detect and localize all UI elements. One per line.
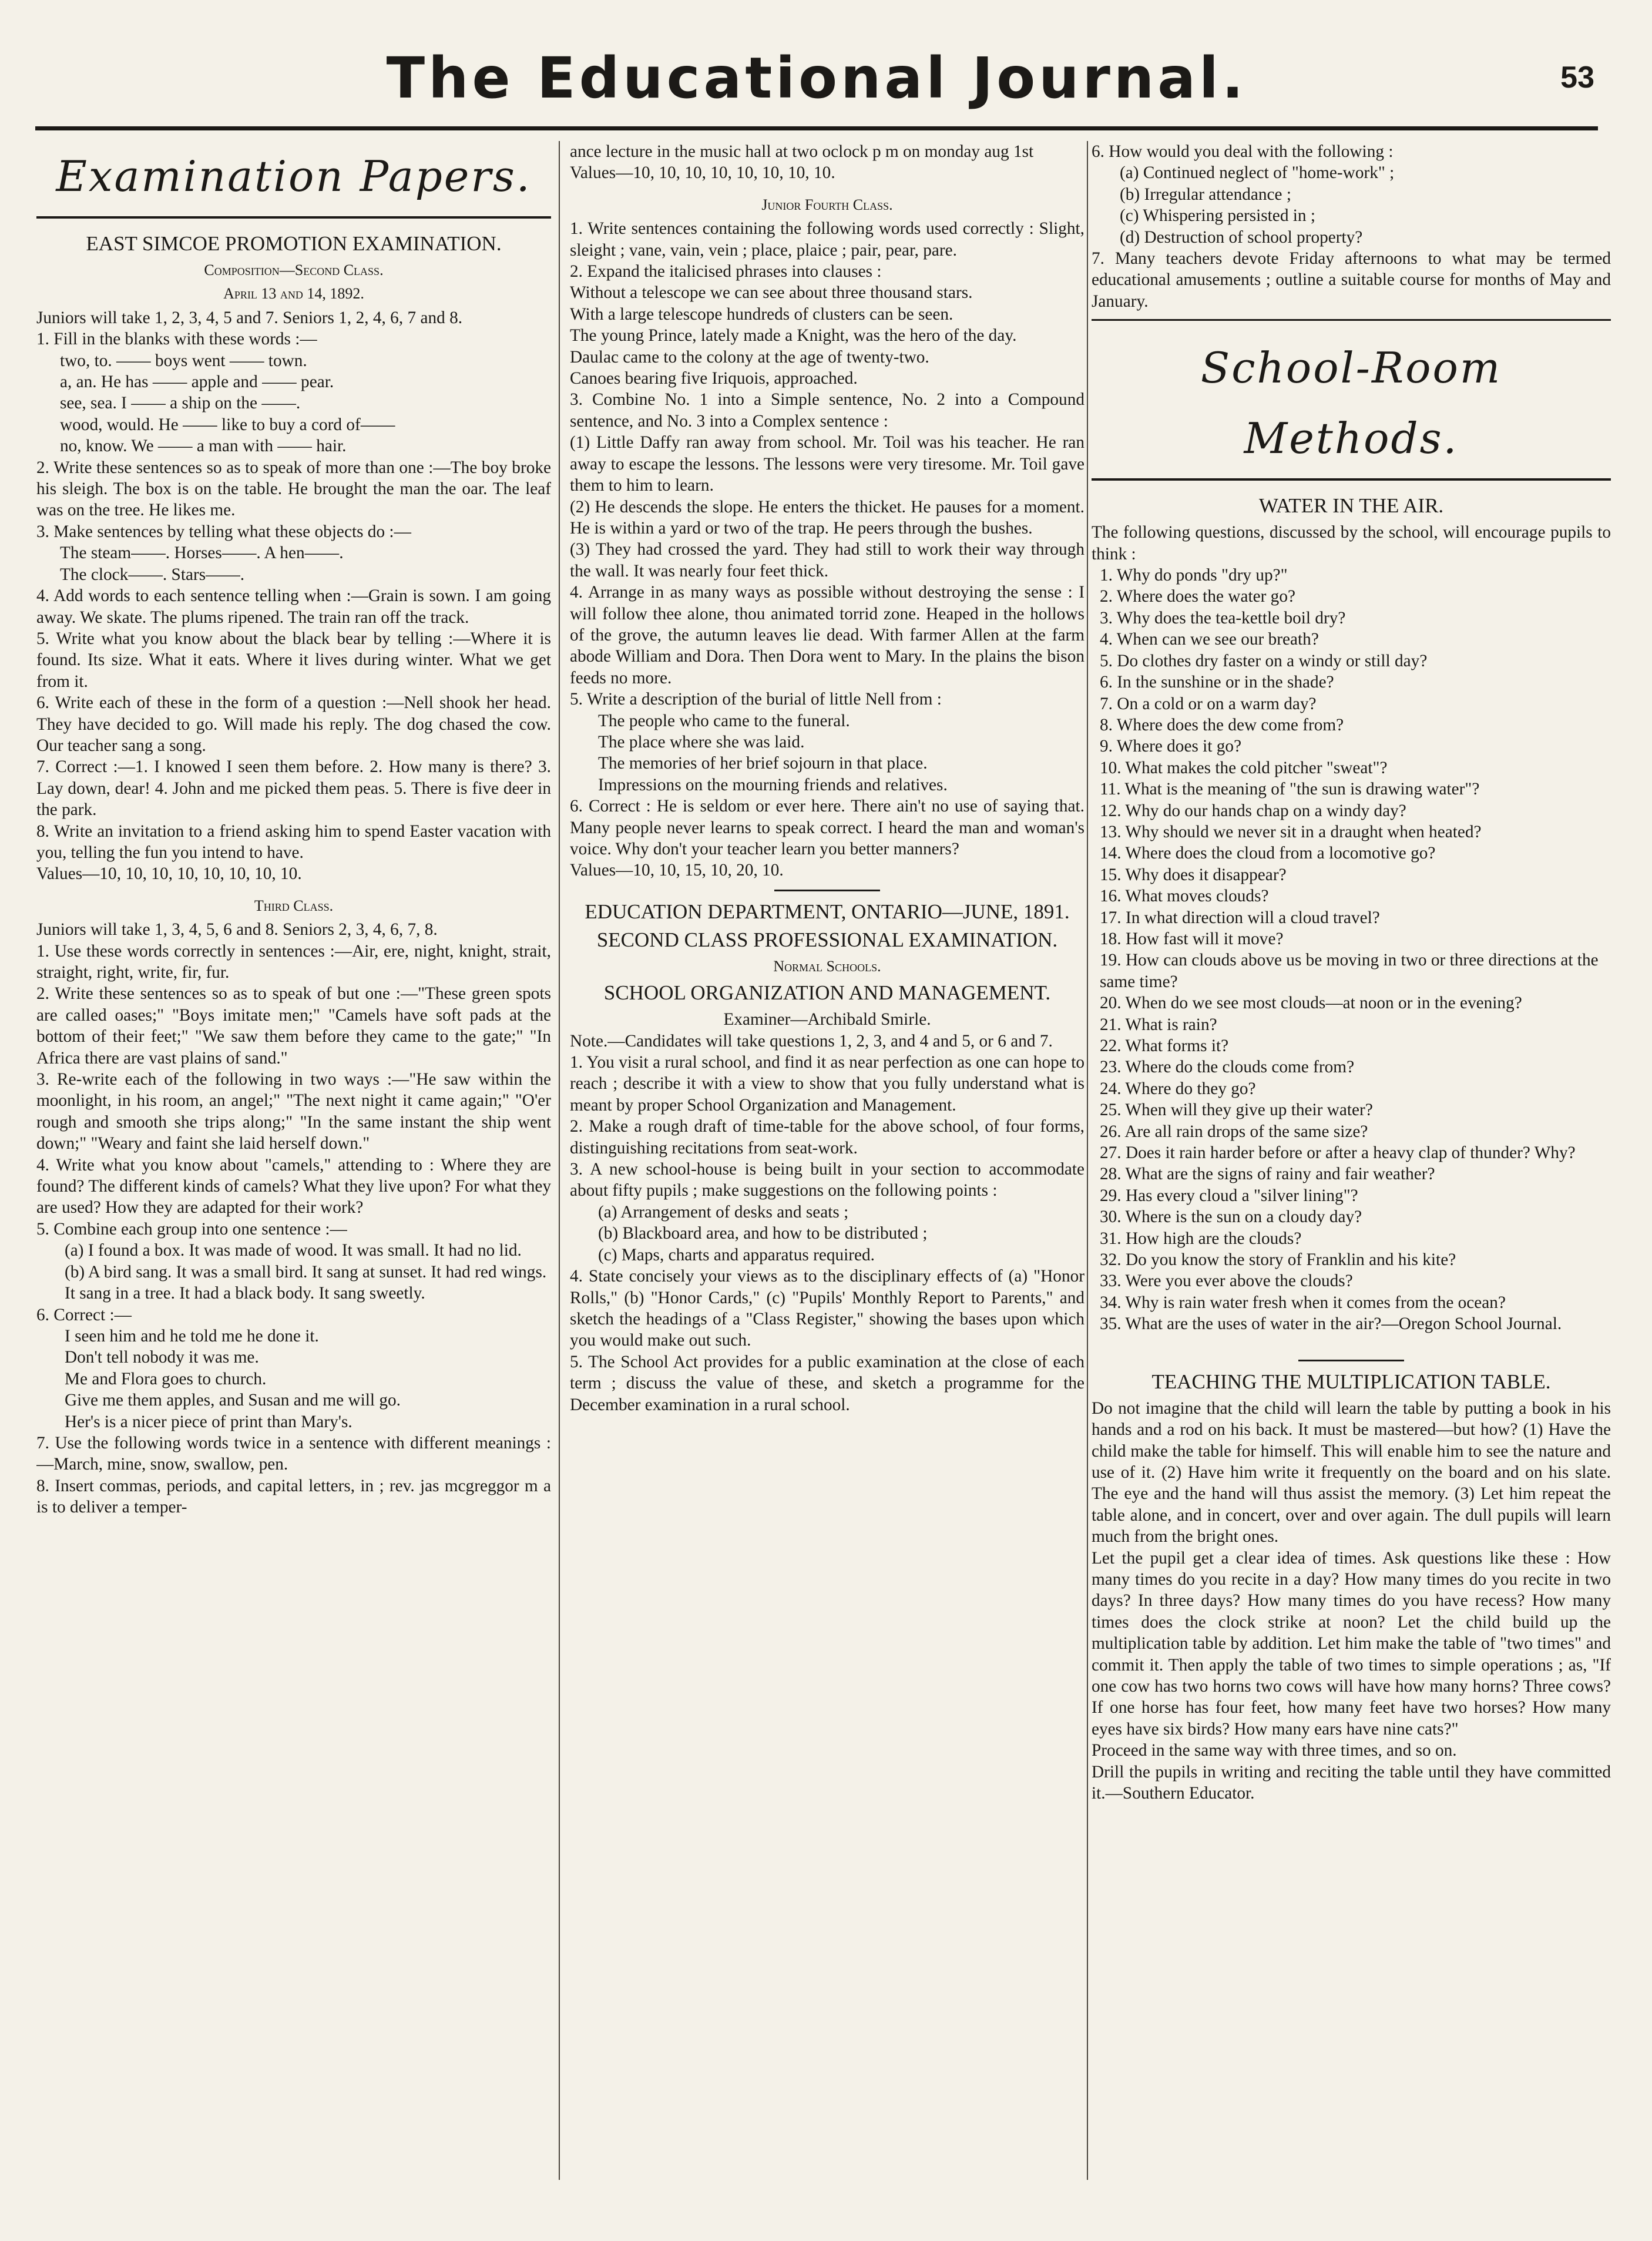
- paragraph: Proceed in the same way with three times, and so on.: [1092, 1741, 1457, 1760]
- question: 7. Many teachers devote Friday afternoons to what may be termed educational amusements ; outline a suitable course for months of May and January.: [1092, 249, 1611, 311]
- values-line: Values—10, 10, 10, 10, 10, 10, 10, 10.: [570, 163, 835, 183]
- page-number: 53: [1560, 61, 1594, 95]
- question: 3. Combine No. 1 into a Simple sentence, No. 2 into a Compound sentence, and No. 3 into a Complex sentence :: [570, 390, 1084, 431]
- water-question: 33. Were you ever above the clouds?: [1100, 1272, 1353, 1291]
- water-question: 10. What makes the cold pitcher "sweat"?: [1100, 758, 1388, 777]
- examiner-line: Examiner—Archibald Smirle.: [723, 1010, 931, 1029]
- sub-question: (c) Maps, charts and apparatus required.: [598, 1245, 875, 1264]
- question: 8. Insert commas, periods, and capital letters, in ; rev. jas mcgreggor m a is to deliver a temper-: [36, 1476, 551, 1517]
- water-question: 1. Why do ponds "dry up?": [1100, 566, 1288, 585]
- sub-question: (1) Little Daffy ran away from school. Mr. Toil was his teacher. He ran away to escape the lessons. The lessons were very tiresome. Mr. Toil gave them to him to learn.: [570, 433, 1084, 495]
- fill-blank-line: The clock——. Stars——.: [60, 565, 245, 584]
- sub-question: (3) They had crossed the yard. They had still to work their way through the wall. It was nearly four feet thick.: [570, 540, 1084, 581]
- water-question: 26. Are all rain drops of the same size?: [1100, 1122, 1368, 1141]
- water-question: 5. Do clothes dry faster on a windy or still day?: [1100, 651, 1428, 670]
- water-question: 2. Where does the water go?: [1100, 587, 1295, 606]
- column-middle: [570, 141, 1084, 2180]
- water-question: 9. Where does it go?: [1100, 737, 1242, 756]
- column-right: [1092, 141, 1611, 2180]
- water-question: 4. When can we see our breath?: [1100, 630, 1319, 649]
- question: 1. You visit a rural school, and find it as near perfection as one can hope to reach ; describe it with a view to show that you fully understand what is meant by proper School Organization and Management.: [570, 1053, 1084, 1115]
- water-question: 3. Why does the tea-kettle boil dry?: [1100, 608, 1346, 628]
- water-question: 35. What are the uses of water in the air?—Oregon School Journal.: [1100, 1314, 1562, 1334]
- burial-line: The place where she was laid.: [598, 732, 805, 752]
- sub-question: (b) A bird sang. It was a small bird. It sang at sunset. It had red wings. It sang in a tree. It had a black body. It sang sweetly.: [65, 1262, 547, 1303]
- question: 2. Write these sentences so as to speak of but one :—"These green spots are called oases;" "Boys imitate men;" "Camels have soft pads at the bottom of their feet;" "We saw them before they came to the gate;" "In Africa there are vast plains of sand.": [36, 984, 551, 1068]
- sub-question: (b) Irregular attendance ;: [1120, 184, 1291, 204]
- burial-line: The people who came to the funeral.: [598, 711, 850, 730]
- question: 8. Write an invitation to a friend asking him to spend Easter vacation with you, telling the fun you intend to have.: [36, 821, 551, 862]
- question: 5. Combine each group into one sentence :—: [36, 1219, 347, 1239]
- phrase-line: The young Prince, lately made a Knight, was the hero of the day.: [570, 326, 1017, 345]
- question: 4. State concisely your views as to the disciplinary effects of (a) "Honor Rolls," (b) "Honor Cards," (c) "Pupils' Monthly Report to Parents," and sketch the headings of a "Class Register," showing the bases upon which you would make out such.: [570, 1267, 1084, 1350]
- phrase-line: Without a telescope we can see about three thousand stars.: [570, 283, 973, 303]
- water-question: 7. On a cold or on a warm day?: [1100, 694, 1317, 713]
- water-question: 6. In the sunshine or in the shade?: [1100, 673, 1334, 692]
- water-question: 17. In what direction will a cloud travel?: [1100, 908, 1380, 927]
- water-question: 19. How can clouds above us be moving in two or three directions at the same time?: [1100, 951, 1599, 991]
- question: 3. Re-write each of the following in two ways :—"He saw within the moonlight, in his room, an angel;" "The next night it came again;" "O'er rough and smooth she trips along;" "In the same instant the ship went down;" "Weary and faint she laid herself down.": [36, 1070, 551, 1153]
- spacer: [36, 885, 551, 893]
- water-question: 29. Has every cloud a "silver lining"?: [1100, 1186, 1358, 1205]
- question: 1. Use these words correctly in sentences :—Air, ere, night, knight, strait, straight, right, write, fir, fur.: [36, 941, 551, 982]
- water-question: 24. Where do they go?: [1100, 1079, 1256, 1098]
- exam-date: April 13 and 14, 1892.: [223, 285, 364, 303]
- fill-blank-line: wood, would. He —— like to buy a cord of——: [60, 415, 395, 434]
- water-question: 30. Where is the sun on a cloudy day?: [1100, 1207, 1362, 1227]
- question: 2. Make a rough draft of time-table for the above school, of four forms, distinguishing recitations from seat-work.: [570, 1117, 1084, 1158]
- water-question: 28. What are the signs of rainy and fair weather?: [1100, 1165, 1435, 1184]
- water-question: 25. When will they give up their water?: [1100, 1101, 1373, 1120]
- section-rule: [1092, 478, 1611, 481]
- question: 1. Fill in the blanks with these words :—: [36, 330, 317, 349]
- water-question: 13. Why should we never sit in a draught when heated?: [1100, 822, 1482, 841]
- divider-rule: [1298, 1360, 1404, 1361]
- water-question: 15. Why does it disappear?: [1100, 865, 1287, 884]
- fill-blank-line: two, to. —— boys went —— town.: [60, 351, 307, 370]
- question: 1. Write sentences containing the following words used correctly : Slight, sleight ; vane, vain, vein ; place, plaice ; pair, pear, pare.: [570, 219, 1084, 260]
- question: 3. A new school-house is being built in your section to accommodate about fifty pupils ; make suggestions on the following points :: [570, 1160, 1084, 1200]
- sub-question: (2) He descends the slope. He enters the thicket. He pauses for a moment. He is within a yard or two of the trap. He peers through the bushes.: [570, 497, 1084, 538]
- sub-question: (a) I found a box. It was made of wood. It was small. It had no lid.: [65, 1241, 522, 1260]
- burial-line: Impressions on the mourning friends and relatives.: [598, 775, 948, 794]
- paragraph: Do not imagine that the child will learn the table by putting a book in his hands and a rod on his back. It must be mastered—but how? (1) Have the child make the table for himself. This will enable him to see the nature and use of it. (2) Have him write it frequently on the board and on his slate. The eye and the hand will thus assist the memory. (3) Let him repeat the table alone, and in concert, over and over again. The dull pupils will learn much from the bright ones.: [1092, 1398, 1611, 1546]
- third-class-heading: Third Class.: [254, 897, 334, 914]
- spacer: [570, 184, 1084, 192]
- water-question: 18. How fast will it move?: [1100, 929, 1284, 948]
- column-divider: [559, 141, 560, 2180]
- correction-line: Don't tell nobody it was me.: [65, 1348, 259, 1367]
- question: 2. Write these sentences so as to speak of more than one :—The boy broke his sleigh. The box is on the table. He brought the man the oar. The leaf was on the tree. He likes me.: [36, 458, 551, 520]
- water-question: 8. Where does the dew come from?: [1100, 715, 1344, 734]
- section-title-school-room-methods: School-Room Methods.: [1200, 343, 1502, 464]
- second-class-title: SECOND CLASS PROFESSIONAL EXAMINATION.: [596, 928, 1058, 951]
- question: 2. Expand the italicised phrases into clauses :: [570, 262, 882, 281]
- masthead: [35, 24, 1598, 130]
- journal-title: The Educational Journal.: [386, 45, 1247, 111]
- values-line: Values—10, 10, 15, 10, 20, 10.: [570, 861, 784, 880]
- question: 6. How would you deal with the following :: [1092, 142, 1394, 161]
- correction-line: Give me them apples, and Susan and me will go.: [65, 1391, 401, 1410]
- sub-question: (a) Arrangement of desks and seats ;: [598, 1202, 849, 1222]
- sub-question: (c) Whispering persisted in ;: [1120, 206, 1316, 226]
- phrase-line: Canoes bearing five Iriquois, approached.: [570, 369, 858, 388]
- fill-blank-line: The steam——. Horses——. A hen——.: [60, 544, 344, 563]
- water-question: 14. Where does the cloud from a locomotive go?: [1100, 844, 1436, 863]
- burial-line: The memories of her brief sojourn in that place.: [598, 754, 928, 773]
- section-title-examination-papers: Examination Papers.: [56, 152, 532, 201]
- water-question-list: [1092, 565, 1611, 1335]
- question: 6. Write each of these in the form of a question :—Nell shook her head. They have decided to go. Will made his reply. The dog chased the cow. Our teacher sang a song.: [36, 693, 551, 755]
- continued-text: ance lecture in the music hall at two oclock p m on monday aug 1st: [570, 142, 1034, 161]
- paragraph: Let the pupil get a clear idea of times. Ask questions like these : How many times do you recite in a day? How many times do you recite in two days? In three days? How many times do you have recess? How many times does the clock strike at noon? Let the child build up the multiplication table by addition. Let him make the table of "two times" and commit it. Then apply the table of two times to simple operations ; as, "If one cow has two horns two cows will have how many horns? Three cows? If one horse has four feet, how many feet have two horses? How many eyes have six birds? How many ears have nine cats?": [1092, 1548, 1611, 1739]
- water-question: 22. What forms it?: [1100, 1036, 1229, 1055]
- multiplication-title: TEACHING THE MULTIPLICATION TABLE.: [1151, 1370, 1551, 1393]
- third-class-note: Juniors will take 1, 3, 4, 5, 6 and 8. Seniors 2, 3, 4, 6, 7, 8.: [36, 920, 438, 940]
- fill-blank-line: see, sea. I —— a ship on the ——.: [60, 394, 301, 413]
- sub-question: (d) Destruction of school property?: [1120, 227, 1363, 247]
- composition-heading: Composition—Second Class.: [204, 261, 384, 279]
- section-rule: [36, 216, 551, 219]
- exam-title: EAST SIMCOE PROMOTION EXAMINATION.: [86, 232, 502, 255]
- department-title: EDUCATION DEPARTMENT, ONTARIO—JUNE, 1891.: [585, 900, 1070, 923]
- question: 4. Add words to each sentence telling when :—Grain is sown. I am going away. We skate. The plums ripened. The train ran off the track.: [36, 586, 551, 627]
- question: 5. Write a description of the burial of little Nell from :: [570, 690, 942, 709]
- column-divider: [1087, 141, 1088, 2180]
- phrase-line: With a large telescope hundreds of clusters can be seen.: [570, 304, 953, 324]
- water-question: 23. Where do the clouds come from?: [1100, 1058, 1355, 1077]
- water-question: 34. Why is rain water fresh when it comes from the ocean?: [1100, 1293, 1506, 1312]
- water-question: 31. How high are the clouds?: [1100, 1229, 1302, 1248]
- correction-line: Me and Flora goes to church.: [65, 1369, 267, 1388]
- note-line: Note.—Candidates will take questions 1, 2, 3, and 4 and 5, or 6 and 7.: [570, 1031, 1053, 1051]
- organization-title: SCHOOL ORGANIZATION AND MANAGEMENT.: [603, 981, 1051, 1005]
- juniors-note: Juniors will take 1, 2, 3, 4, 5 and 7. Seniors 1, 2, 4, 6, 7 and 8.: [36, 308, 463, 327]
- water-title: WATER IN THE AIR.: [1258, 494, 1444, 518]
- water-question: 21. What is rain?: [1100, 1015, 1217, 1034]
- sub-question: (a) Continued neglect of "home-work" ;: [1120, 163, 1395, 183]
- question: 4. Arrange in as many ways as possible without destroying the sense : I will follow thee alone, thou animated torrid zone. Heaped in the hollows of the grove, the autumn leaves lie dead. With farmer Allen at the farm abode William and Dora. Then Dora went to Mary. In the plains the bison feeds no more.: [570, 583, 1084, 687]
- water-question: 12. Why do our hands chap on a windy day?: [1100, 801, 1406, 820]
- water-question: 16. What moves clouds?: [1100, 887, 1269, 906]
- phrase-line: Daulac came to the colony at the age of twenty-two.: [570, 347, 929, 367]
- normal-schools-heading: Normal Schools.: [773, 957, 881, 975]
- water-question: 20. When do we see most clouds—at noon or in the evening?: [1100, 994, 1522, 1013]
- correction-line: Her's is a nicer piece of print than Mary's.: [65, 1412, 352, 1431]
- values-line: Values—10, 10, 10, 10, 10, 10, 10, 10.: [36, 864, 302, 884]
- question: 6. Correct :—: [36, 1305, 132, 1324]
- water-question: 27. Does it rain harder before or after a heavy clap of thunder? Why?: [1100, 1143, 1576, 1163]
- question: 7. Use the following words twice in a sentence with different meanings :—March, mine, snow, swallow, pen.: [36, 1433, 551, 1474]
- question: 3. Make sentences by telling what these objects do :—: [36, 522, 411, 541]
- question: 5. The School Act provides for a public examination at the close of each term ; discuss the value of these, and sketch a programme for the December examination in a rural school.: [570, 1352, 1084, 1414]
- sub-question: (b) Blackboard area, and how to be distributed ;: [598, 1224, 928, 1243]
- correction-line: I seen him and he told me he done it.: [65, 1326, 319, 1346]
- question: 4. Write what you know about "camels," attending to : Where they are found? The different kinds of camels? What they live upon? For what they are used? How they are adapted for their work?: [36, 1155, 551, 1217]
- question: 6. Correct : He is seldom or ever here. There ain't no use of saying that. Many people never learns to speak correct. I heard the man and woman's voice. Why don't your teacher learn you better manners?: [570, 797, 1084, 858]
- junior-fourth-heading: Junior Fourth Class.: [761, 196, 893, 213]
- water-question: 11. What is the meaning of "the sun is drawing water"?: [1100, 780, 1480, 799]
- fill-blank-line: a, an. He has —— apple and —— pear.: [60, 373, 334, 392]
- paragraph: Drill the pupils in writing and reciting the table until they have committed it.—Southern Educator.: [1092, 1762, 1611, 1803]
- divider-rule: [774, 890, 880, 891]
- water-question: 32. Do you know the story of Franklin and his kite?: [1100, 1250, 1456, 1270]
- question: 7. Correct :—1. I knowed I seen them before. 2. How many is there? 3. Lay down, dear! 4. John and me picked them peas. 5. There is five deer in the park.: [36, 757, 551, 820]
- fill-blank-line: no, know. We —— a man with —— hair.: [60, 437, 347, 456]
- water-intro: The following questions, discussed by the school, will encourage pupils to think :: [1092, 523, 1611, 563]
- spacer: [1092, 1335, 1611, 1351]
- question: 5. Write what you know about the black bear by telling :—Where it is found. Its size. What it eats. Where it lives during winter. What we get from it.: [36, 629, 551, 691]
- section-rule: [1092, 319, 1611, 321]
- column-left: [36, 141, 551, 2180]
